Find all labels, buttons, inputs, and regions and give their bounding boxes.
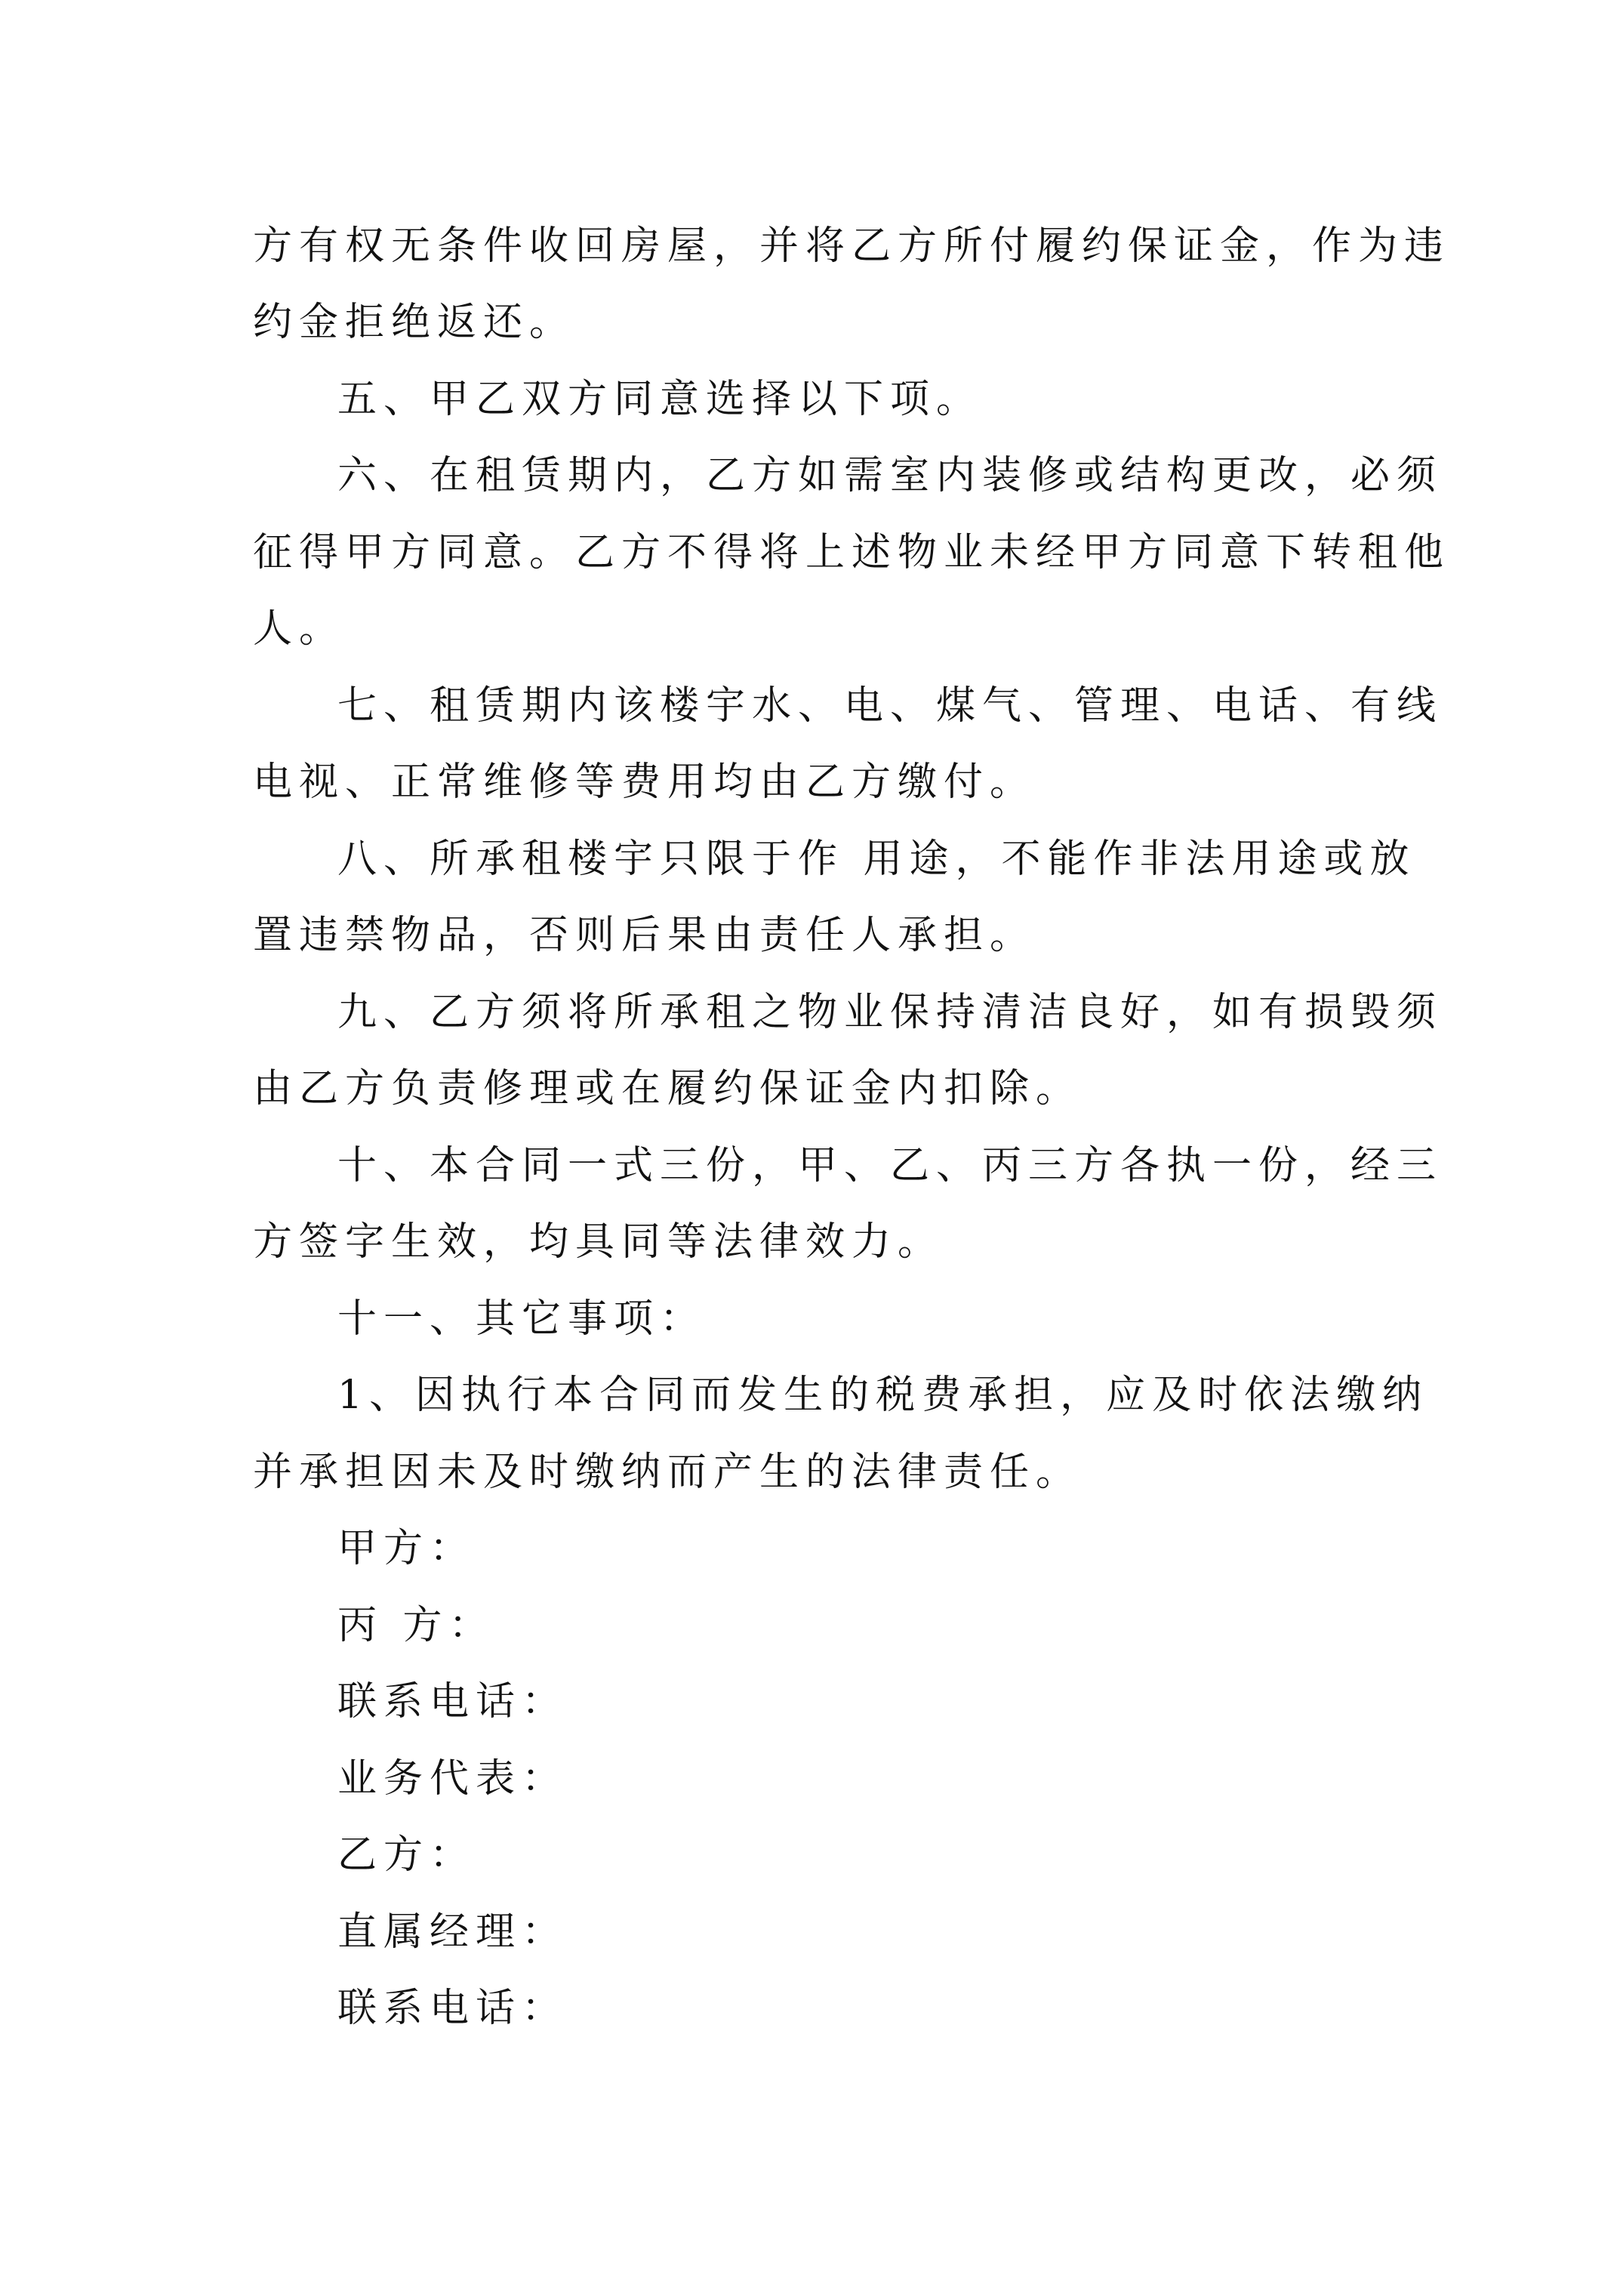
clause-9-line-2: 由乙方负责修理或在履约保证金内扣除。: [253, 1066, 1083, 1111]
business-rep-label: 业务代表：: [337, 1756, 568, 1801]
clause-10-line-2: 方签字生效，均具同等法律效力。: [253, 1219, 944, 1265]
clause-5: 五、甲乙双方同意选择以下项。: [337, 377, 983, 422]
clause-10-line-1: 十、本合同一式三份，甲、乙、丙三方各执一份，经三: [337, 1143, 1443, 1188]
clause-6-line-1: 六、在租赁期内，乙方如需室内装修或结构更改，必须: [337, 453, 1443, 498]
item-1-line-1: 1、因执行本合同而发生的税费承担，应及时依法缴纳: [337, 1373, 1429, 1418]
clause-9-line-1: 九、乙方须将所承租之物业保持清洁良好，如有损毁须: [337, 990, 1443, 1035]
party-c-label: 丙 方：: [337, 1603, 495, 1648]
clause-4-line-1: 方有权无条件收回房屋，并将乙方所付履约保证金，作为违: [253, 223, 1451, 269]
clause-6-line-3: 人。: [253, 606, 346, 652]
clause-7-line-2: 电视、正常维修等费用均由乙方缴付。: [253, 760, 1036, 805]
party-b-label: 乙方：: [337, 1832, 476, 1878]
party-a-label: 甲方：: [337, 1526, 476, 1571]
phone-label-2: 联系电话：: [337, 1986, 568, 2031]
clause-8-line-2: 置违禁物品，否则后果由责任人承担。: [253, 913, 1036, 958]
clause-7-line-1: 七、租赁期内该楼宇水、电、煤气、管理、电话、有线: [337, 683, 1443, 729]
clause-8-line-1: 八、所承租楼宇只限于作 用途，不能作非法用途或放: [337, 837, 1416, 882]
item-1-line-2: 并承担因未及时缴纳而产生的法律责任。: [253, 1450, 1083, 1495]
direct-manager-label: 直属经理：: [337, 1909, 568, 1955]
clause-11-heading: 十一、其它事项：: [337, 1296, 707, 1342]
clause-4-line-2: 约金拒绝返还。: [253, 300, 576, 345]
phone-label-1: 联系电话：: [337, 1679, 568, 1724]
clause-6-line-2: 征得甲方同意。乙方不得将上述物业未经甲方同意下转租他: [253, 530, 1451, 575]
